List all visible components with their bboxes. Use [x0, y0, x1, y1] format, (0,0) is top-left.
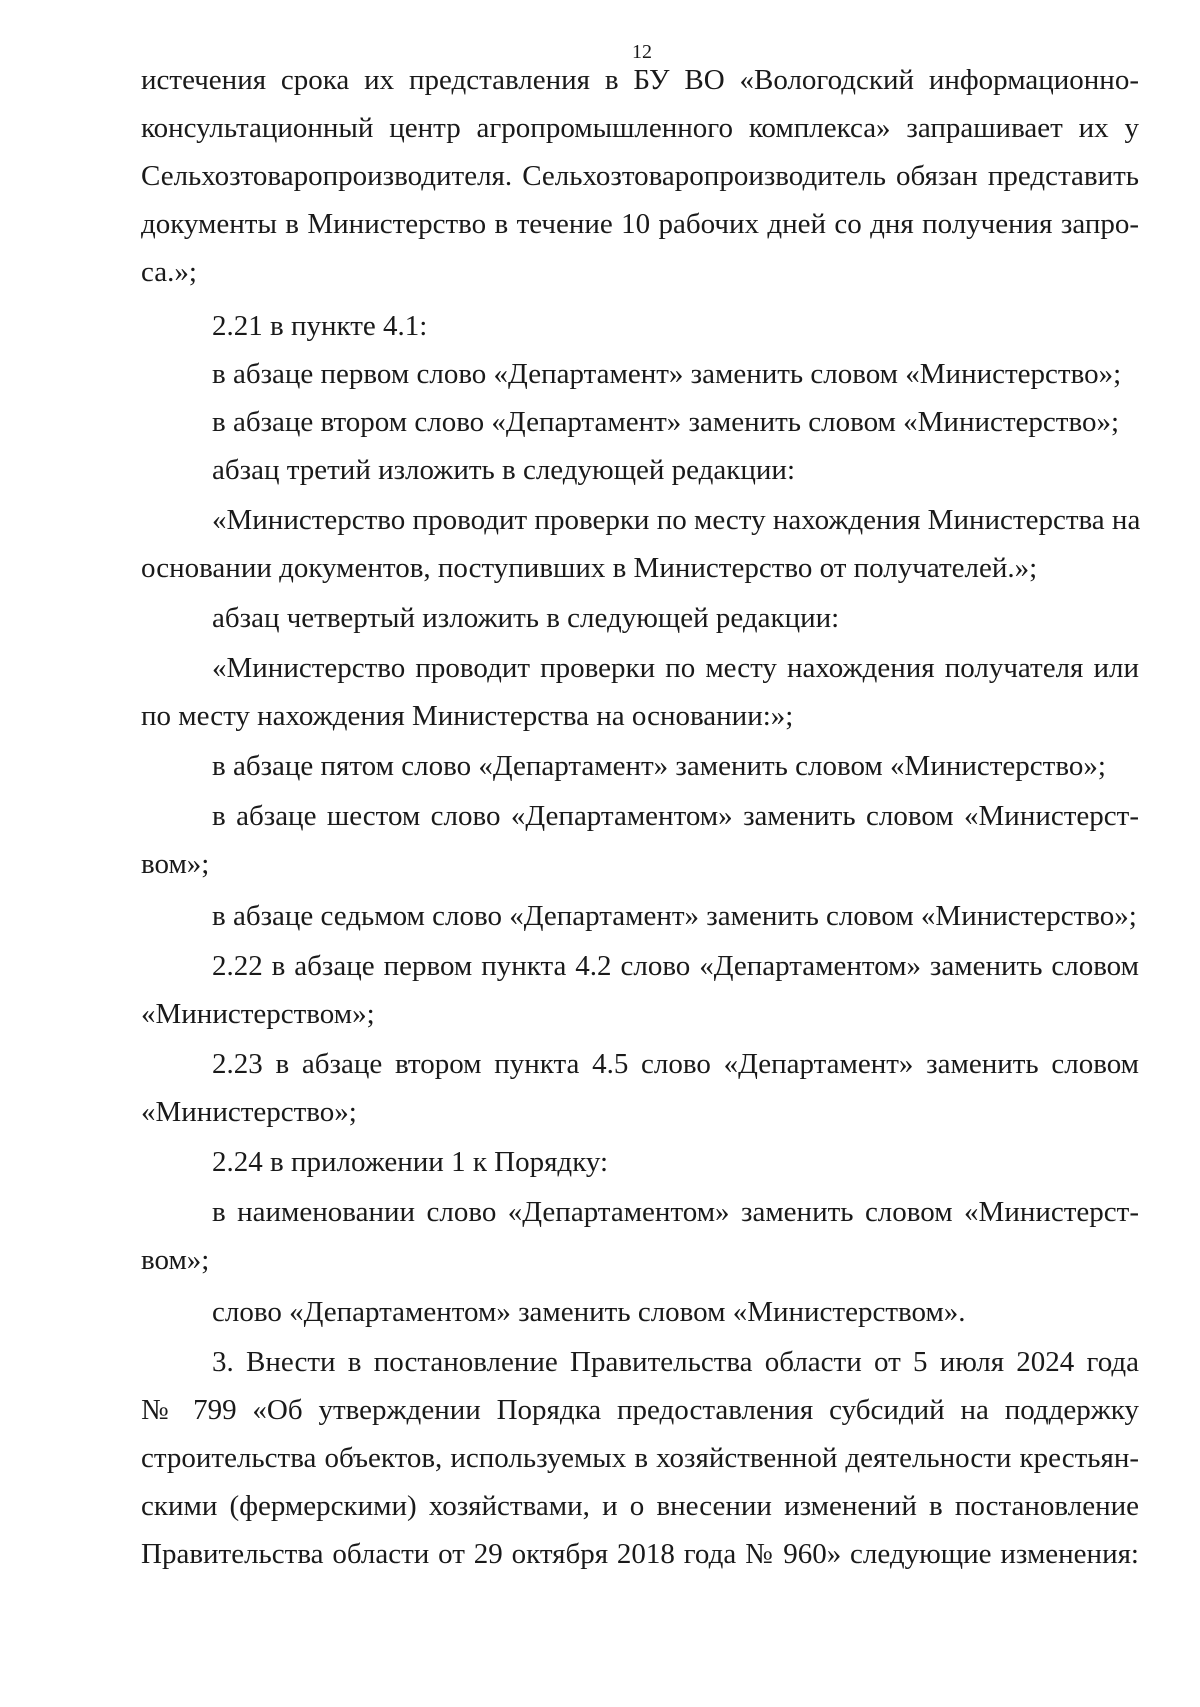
text-line: № 799 «Об утверждении Порядка предоставления субсидий на поддержку	[141, 1394, 1139, 1426]
text-line: в наименовании слово «Департаментом» заменить словом «Министерст-	[212, 1196, 1139, 1228]
text-line: 2.21 в пункте 4.1:	[212, 310, 428, 342]
text-line: в абзаце втором слово «Департамент» заменить словом «Министерство»;	[212, 406, 1120, 438]
text-line: в абзаце шестом слово «Департаментом» заменить словом «Министерст-	[212, 800, 1139, 832]
text-line: са.»;	[141, 256, 197, 288]
text-line: Правительства области от 29 октября 2018 года № 960» следующие изменения:	[141, 1538, 1139, 1570]
text-line: 2.22 в абзаце первом пункта 4.2 слово «Департаментом» заменить словом	[212, 950, 1139, 982]
text-line: «Министерство проводит проверки по месту нахождения получателя или	[212, 652, 1139, 684]
text-line: в абзаце седьмом слово «Департамент» заменить словом «Министерство»;	[212, 900, 1137, 932]
text-line: 2.24 в приложении 1 к Порядку:	[212, 1146, 609, 1178]
text-line: по месту нахождения Министерства на основании:»;	[141, 700, 794, 732]
text-line: 2.23 в абзаце втором пункта 4.5 слово «Департамент» заменить словом	[212, 1048, 1139, 1080]
text-line: документы в Министерство в течение 10 рабочих дней со дня получения запро-	[141, 208, 1139, 240]
text-line: скими (фермерскими) хозяйствами, и о внесении изменений в постановление	[141, 1490, 1139, 1522]
text-line: в абзаце первом слово «Департамент» заменить словом «Министерство»;	[212, 358, 1122, 390]
text-line: основании документов, поступивших в Министерство от получателей.»;	[141, 552, 1038, 584]
page-number: 12	[632, 41, 652, 63]
text-line: Сельхозтоваропроизводителя. Сельхозтоваропроизводитель обязан представить	[141, 160, 1139, 192]
text-line: абзац третий изложить в следующей редакции:	[212, 454, 796, 486]
text-line: слово «Департаментом» заменить словом «Министерством».	[212, 1296, 966, 1328]
text-line: 3. Внести в постановление Правительства области от 5 июля 2024 года	[212, 1346, 1139, 1378]
text-line: вом»;	[141, 848, 210, 880]
text-line: вом»;	[141, 1244, 210, 1276]
text-line: «Министерство проводит проверки по месту нахождения Министерства на	[212, 504, 1141, 536]
text-line: абзац четвертый изложить в следующей редакции:	[212, 602, 840, 634]
text-line: истечения срока их представления в БУ ВО «Вологодский информационно-	[141, 64, 1139, 96]
text-line: «Министерство»;	[141, 1096, 357, 1128]
text-line: в абзаце пятом слово «Департамент» заменить словом «Министерство»;	[212, 750, 1106, 782]
text-line: консультационный центр агропромышленного комплекса» запрашивает их у	[141, 112, 1139, 144]
text-line: строительства объектов, используемых в хозяйственной деятельности крестьян-	[141, 1442, 1139, 1474]
text-line: «Министерством»;	[141, 998, 375, 1030]
